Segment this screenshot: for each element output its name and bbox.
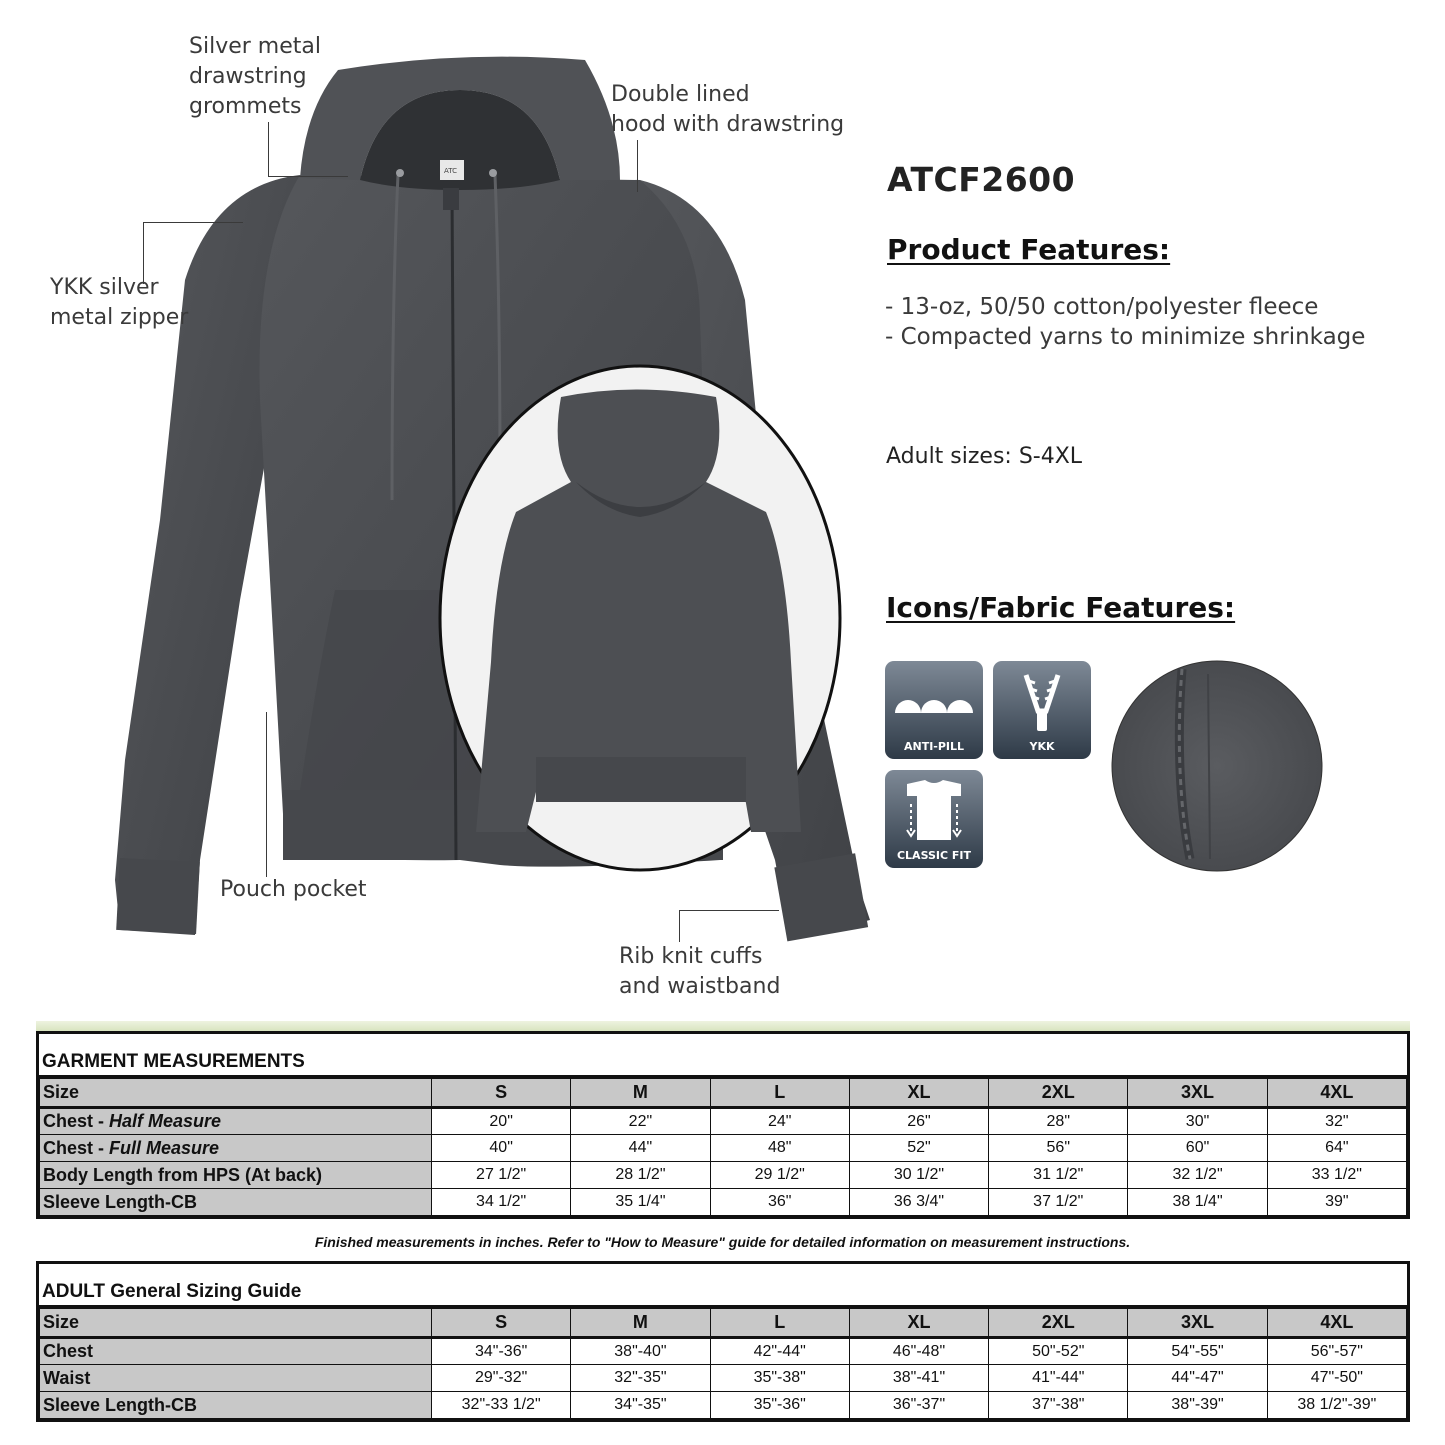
table-cell: 31 1/2" [989, 1162, 1128, 1189]
zipper-icon [993, 661, 1091, 741]
table-header-row [40, 1309, 1407, 1338]
row-label: Waist [40, 1365, 432, 1392]
row-label [40, 1108, 432, 1135]
table-row [40, 1392, 1407, 1419]
ykk-tile [993, 661, 1091, 759]
anti-pill-icon [885, 661, 983, 741]
accent-stripe [36, 1021, 1410, 1031]
table-cell: 38"-39" [1128, 1392, 1267, 1419]
table-cell: 35"-38" [710, 1365, 849, 1392]
icons-features-heading: Icons/Fabric Features: [886, 591, 1236, 624]
header-cell: XL [849, 1079, 988, 1108]
anti-pill-label: ANTI-PILL [903, 740, 965, 753]
header-cell: 3XL [1128, 1309, 1267, 1338]
header-cell: XL [849, 1309, 988, 1338]
table-row [40, 1189, 1407, 1216]
leader-cuffs-v [679, 910, 680, 942]
garment-table-grid [39, 1078, 1407, 1216]
feature-item: - 13-oz, 50/50 cotton/polyester fleece [885, 294, 1319, 320]
measurements-note: Finished measurements in inches. Refer to "How to Measure" guide for detailed information on measurement instructions. [314, 1234, 1131, 1250]
table-cell: 56"-57" [1267, 1338, 1406, 1365]
product-features-list [885, 292, 1365, 352]
table-cell: 20" [432, 1108, 571, 1135]
table-cell: 26" [849, 1108, 988, 1135]
table-cell: 32"-35" [571, 1365, 710, 1392]
feature-item: - Compacted yarns to minimize shrinkage [885, 324, 1366, 350]
anti-pill-tile [885, 661, 983, 759]
table-cell: 41"-44" [989, 1365, 1128, 1392]
table-cell: 60" [1128, 1135, 1267, 1162]
table-cell: 37 1/2" [989, 1189, 1128, 1216]
table-cell: 54"-55" [1128, 1338, 1267, 1365]
garment-tag-text: ATC [444, 167, 457, 175]
leader-cuffs-h [679, 910, 779, 911]
header-cell: L [710, 1079, 849, 1108]
leader-zipper-h [143, 222, 243, 223]
table-cell: 36"-37" [849, 1392, 988, 1419]
table-cell: 29 1/2" [710, 1162, 849, 1189]
classic-fit-icon [885, 770, 983, 850]
hoodie-back-inset [436, 362, 844, 874]
table-cell: 50"-52" [989, 1338, 1128, 1365]
header-cell: 3XL [1128, 1079, 1267, 1108]
sizing-table-title [39, 1264, 1407, 1308]
table-row [40, 1365, 1407, 1392]
callout-hood: Double lined hood with drawstring [611, 82, 845, 137]
header-cell: 2XL [989, 1309, 1128, 1338]
table-cell: 32 1/2" [1128, 1162, 1267, 1189]
table-cell: 34"-35" [571, 1392, 710, 1419]
table-cell: 42"-44" [710, 1338, 849, 1365]
header-cell: L [710, 1309, 849, 1338]
row-label [40, 1189, 432, 1216]
table-cell: 38 1/2"-39" [1267, 1392, 1406, 1419]
adult-sizing-table [36, 1261, 1410, 1422]
leader-grommets-v [268, 122, 269, 177]
table-cell: 38 1/4" [1128, 1189, 1267, 1216]
table-row [40, 1135, 1407, 1162]
table-cell: 47"-50" [1267, 1365, 1406, 1392]
header-cell: S [432, 1079, 571, 1108]
product-code: ATCF2600 [887, 160, 1076, 199]
header-cell: 4XL [1267, 1309, 1406, 1338]
table-row [40, 1162, 1407, 1189]
classic-fit-label: CLASSIC FIT [896, 849, 972, 862]
table-cell: 36" [710, 1189, 849, 1216]
ykk-label: YKK [1029, 740, 1055, 753]
header-cell: M [571, 1079, 710, 1108]
callout-zipper: YKK silver metal zipper [50, 275, 189, 330]
table-cell: 35"-36" [710, 1392, 849, 1419]
product-features-heading: Product Features: [887, 233, 1171, 266]
table-cell: 30 1/2" [849, 1162, 988, 1189]
classic-fit-tile [885, 770, 983, 868]
leader-pocket-v [266, 712, 267, 877]
row-label: Sleeve Length-CB [40, 1392, 432, 1419]
table-cell: 56" [989, 1135, 1128, 1162]
header-cell: S [432, 1309, 571, 1338]
row-label-main: Chest - [43, 1111, 110, 1131]
table-cell: 36 3/4" [849, 1189, 988, 1216]
table-cell: 24" [710, 1108, 849, 1135]
table-cell: 48" [710, 1135, 849, 1162]
table-row [40, 1338, 1407, 1365]
table-cell: 33 1/2" [1267, 1162, 1406, 1189]
header-cell: Size [40, 1079, 432, 1108]
table-cell: 32" [1267, 1108, 1406, 1135]
table-cell: 27 1/2" [432, 1162, 571, 1189]
leader-grommets-h [268, 176, 348, 177]
header-cell: M [571, 1309, 710, 1338]
callout-grommets: Silver metal drawstring grommets [189, 34, 321, 119]
header-cell: 2XL [989, 1079, 1128, 1108]
table-cell: 40" [432, 1135, 571, 1162]
row-label-main: Body Length from HPS (At back) [43, 1164, 323, 1185]
table-header-row [40, 1079, 1407, 1108]
row-label: Chest [40, 1338, 432, 1365]
table-cell: 38"-40" [571, 1338, 710, 1365]
callout-cuffs: Rib knit cuffs and waistband [619, 944, 781, 999]
table-cell: 64" [1267, 1135, 1406, 1162]
row-label-italic: Full Measure [109, 1137, 220, 1158]
header-cell: Size [40, 1309, 432, 1338]
leader-hood-v [637, 140, 638, 192]
table-cell: 35 1/4" [571, 1189, 710, 1216]
fabric-swatch-image [1110, 659, 1324, 873]
callout-pocket: Pouch pocket [220, 877, 367, 902]
table-cell: 38"-41" [849, 1365, 988, 1392]
row-label [40, 1135, 432, 1162]
row-label-italic: Half Measure [109, 1111, 222, 1131]
table-row [40, 1108, 1407, 1135]
table-cell: 52" [849, 1135, 988, 1162]
table-cell: 39" [1267, 1189, 1406, 1216]
row-label-main: Chest - [43, 1137, 110, 1158]
table-cell: 34 1/2" [432, 1189, 571, 1216]
row-label-main: Sleeve Length-CB [43, 1191, 198, 1212]
table-cell: 28 1/2" [571, 1162, 710, 1189]
garment-measurements-table [36, 1031, 1410, 1219]
table-cell: 34"-36" [432, 1338, 571, 1365]
table-cell: 44"-47" [1128, 1365, 1267, 1392]
table-cell: 30" [1128, 1108, 1267, 1135]
header-cell: 4XL [1267, 1079, 1406, 1108]
row-label [40, 1162, 432, 1189]
table-cell: 22" [571, 1108, 710, 1135]
table-cell: 29"-32" [432, 1365, 571, 1392]
table-cell: 44" [571, 1135, 710, 1162]
adult-sizes: Adult sizes: S-4XL [886, 444, 1083, 469]
garment-table-title-text: GARMENT MEASUREMENTS [42, 1051, 305, 1072]
garment-table-title [39, 1034, 1407, 1078]
table-cell: 28" [989, 1108, 1128, 1135]
sizing-table-title-text: ADULT General Sizing Guide [42, 1281, 302, 1302]
table-cell: 37"-38" [989, 1392, 1128, 1419]
table-cell: 46"-48" [849, 1338, 988, 1365]
sizing-table-grid [39, 1308, 1407, 1419]
table-cell: 32"-33 1/2" [432, 1392, 571, 1419]
